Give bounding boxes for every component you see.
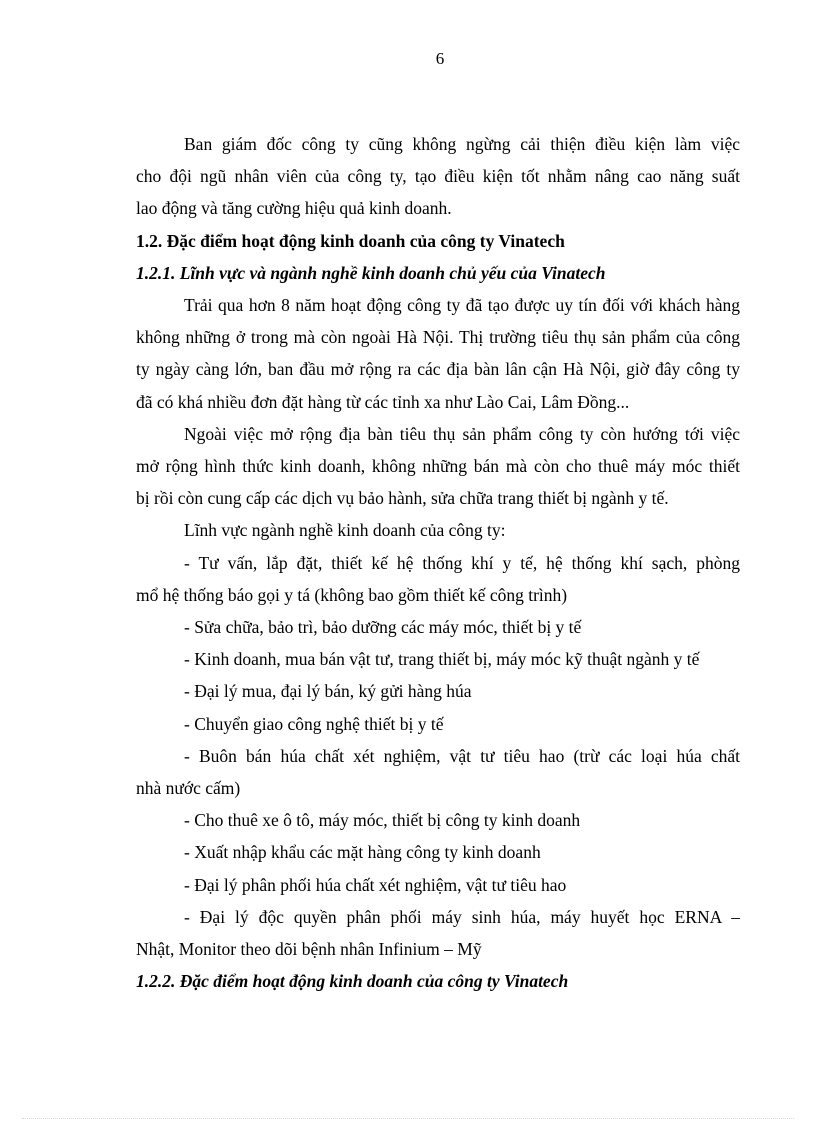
section-heading-1-2: 1.2. Đặc điểm hoạt động kinh doanh của công ty Vinatech: [136, 230, 565, 251]
list-item-4: - Đại lý mua, đại lý bán, ký gửi hàng húa: [184, 681, 472, 702]
paragraph-1-line-1: Ban giám đốc công ty cũng không ngừng cải thiện điều kiện làm việc: [184, 134, 740, 154]
paragraph-2-line-3: ty ngày càng lớn, ban đầu mở rộng ra các địa bàn lân cận Hà Nội, giờ đây công ty: [136, 359, 740, 380]
list-item-10-line-1: - Đại lý độc quyền phân phối máy sinh húa, máy huyết học ERNA –: [184, 906, 740, 927]
list-item-8: - Xuất nhập khẩu các mặt hàng công ty kinh doanh: [184, 842, 541, 863]
page-number: 6: [435, 49, 445, 68]
list-item-5: - Chuyển giao công nghệ thiết bị y tế: [184, 713, 444, 734]
list-item-1-line-2: mổ hệ thống báo gọi y tá (không bao gồm thiết kế công trình): [136, 584, 568, 605]
paragraph-3-line-1: Ngoài việc mở rộng địa bàn tiêu thụ sản phẩm công ty còn hướng tới việc: [184, 423, 740, 444]
list-item-6-line-1: - Buôn bán húa chất xét nghiệm, vật tư tiêu hao (trừ các loại húa chất: [184, 745, 740, 766]
list-item-10-line-2: Nhật, Monitor theo dõi bệnh nhân Infinium – Mỹ: [136, 939, 482, 960]
subsection-heading-1-2-1: 1.2.1. Lĩnh vực và ngành nghề kinh doanh chủ yếu của Vinatech: [136, 262, 606, 283]
list-item-6-line-2: nhà nước cấm): [136, 778, 241, 799]
document-body: [136, 128, 740, 997]
paragraph-2-line-1: Trải qua hơn 8 năm hoạt động công ty đã tạo được uy tín đối với khách hàng: [184, 295, 740, 316]
list-item-1-line-1: - Tư vấn, lắp đặt, thiết kế hệ thống khí y tế, hệ thống khí sạch, phòng: [184, 552, 740, 573]
paragraph-3-line-2: mở rộng hình thức kinh doanh, không những bán mà còn cho thuê máy móc thiết: [136, 456, 740, 477]
page-bottom-divider: [22, 1118, 794, 1119]
paragraph-3-line-3: bị rồi còn cung cấp các dịch vụ bảo hành, sửa chữa trang thiết bị ngành y tế.: [136, 488, 669, 509]
list-item-9: - Đại lý phân phối húa chất xét nghiệm, vật tư tiêu hao: [184, 874, 567, 895]
list-intro: Lĩnh vực ngành nghề kinh doanh của công ty:: [184, 520, 506, 541]
list-item-3: - Kinh doanh, mua bán vật tư, trang thiết bị, máy móc kỹ thuật ngành y tế: [184, 649, 700, 670]
list-item-2: - Sửa chữa, bảo trì, bảo dưỡng các máy móc, thiết bị y tế: [184, 617, 582, 638]
subsection-heading-1-2-2: 1.2.2. Đặc điểm hoạt động kinh doanh của công ty Vinatech: [136, 971, 569, 992]
paragraph-1-line-3: lao động và tăng cường hiệu quả kinh doanh.: [136, 198, 452, 219]
paragraph-2-line-4: đã có khá nhiều đơn đặt hàng từ các tỉnh xa như Lào Cai, Lâm Đồng...: [136, 391, 630, 412]
paragraph-2-line-2: không những ở trong mà còn ngoài Hà Nội. Thị trường tiêu thụ sản phẩm của công: [136, 327, 740, 348]
list-item-7: - Cho thuê xe ô tô, máy móc, thiết bị công ty kinh doanh: [184, 810, 581, 831]
paragraph-1-line-2: cho đội ngũ nhân viên của công ty, tạo điều kiện tốt nhằm nâng cao năng suất: [136, 166, 740, 187]
